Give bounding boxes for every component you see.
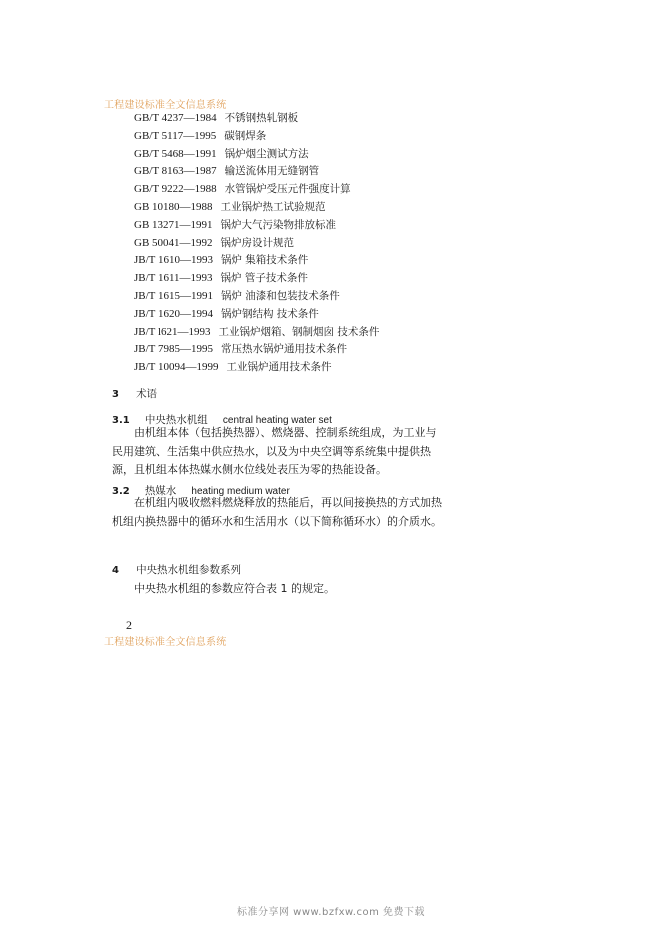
reference-item	[134, 216, 379, 234]
footer-site-link[interactable]: 标准分享网 www.bzfxw.com 免费下载	[237, 907, 425, 918]
reference-code: JB/T l621—1993	[134, 325, 211, 338]
reference-title: 输送流体用无缝钢管	[224, 165, 320, 178]
term-3-1-definition: 由机组本体（包括换热器）、燃烧器、控制系统组成，为工业与民用建筑、生活集中供应热水，以及为中央空调等系统集中提供热源，且机组本体热媒水侧水位线处表压为零的热能设备。	[112, 426, 437, 476]
term-name-zh: 中央热水机组	[144, 414, 208, 426]
reference-code: JB/T 1615—1991	[134, 289, 213, 302]
reference-code: GB/T 8163—1987	[134, 165, 217, 178]
reference-title: 不锈钢热轧钢板	[224, 112, 299, 124]
reference-code: GB 10180—1988	[134, 200, 213, 213]
reference-code: GB 13271—1991	[134, 218, 213, 231]
section-title: 术语	[136, 388, 158, 400]
reference-item	[134, 269, 379, 287]
reference-code: JB/T 10094—1999	[134, 361, 219, 374]
term-number: 3.1	[112, 415, 130, 426]
reference-title: 锅炉 集箱技术条件	[220, 254, 309, 267]
reference-code: GB 50041—1992	[134, 236, 213, 249]
reference-title: 锅炉房设计规范	[220, 236, 295, 249]
section-4-heading	[112, 558, 241, 577]
reference-code: GB/T 9222—1988	[134, 183, 217, 196]
reference-title: 工业锅炉烟箱、钢制烟囱 技术条件	[218, 325, 380, 338]
reference-item	[134, 340, 379, 358]
reference-title: 锅炉 管子技术条件	[220, 272, 308, 285]
reference-item	[134, 358, 379, 376]
section-3-heading	[112, 382, 157, 401]
reference-item	[134, 305, 379, 323]
reference-item	[134, 198, 379, 216]
reference-code: GB/T 4237—1984	[134, 112, 217, 124]
reference-title: 工业锅炉热工试验规范	[220, 200, 326, 213]
reference-title: 常压热水锅炉通用技术条件	[220, 343, 347, 356]
reference-item	[134, 180, 379, 198]
reference-title: 工业锅炉通用技术条件	[226, 361, 332, 374]
reference-item	[134, 234, 379, 252]
reference-item	[134, 287, 379, 305]
watermark-top: 工程建设标准全文信息系统	[104, 100, 227, 111]
reference-item	[134, 162, 379, 180]
normative-references-list	[134, 109, 379, 376]
reference-item	[134, 323, 379, 341]
term-name-en: heating medium water	[191, 486, 290, 497]
reference-code: GB/T 5468—1991	[134, 147, 217, 160]
term-3-2-definition: 在机组内吸收燃料燃烧释放的热能后，再以间接换热的方式加热机组内换热器中的循环水和生活用水（以下简称循环水）的介质水。	[112, 496, 442, 528]
reference-title: 锅炉钢结构 技术条件	[220, 307, 319, 320]
reference-title: 碳钢焊条	[224, 129, 267, 142]
reference-title: 锅炉 油漆和包装技术条件	[220, 289, 340, 302]
section-title: 中央热水机组参数系列	[136, 564, 242, 576]
section-number: 4	[112, 565, 119, 576]
term-name-zh: 热媒水	[144, 485, 177, 497]
reference-title: 锅炉大气污染物排放标准	[220, 218, 337, 231]
reference-code: JB/T 7985—1995	[134, 343, 213, 356]
page-number: 2	[126, 618, 132, 632]
reference-item	[134, 127, 379, 145]
watermark-bottom: 工程建设标准全文信息系统	[104, 637, 227, 648]
reference-item	[134, 251, 379, 269]
reference-title: 锅炉烟尘测试方法	[224, 147, 309, 160]
reference-code: JB/T 1611—1993	[134, 272, 213, 285]
reference-code: JB/T 1610—1993	[134, 254, 213, 267]
section-4-body: 中央热水机组的参数应符合表 1 的规定。	[134, 582, 335, 595]
section-number: 3	[112, 389, 119, 400]
reference-item	[134, 145, 379, 163]
reference-code: GB/T 5117—1995	[134, 129, 217, 142]
reference-title: 水管锅炉受压元件强度计算	[224, 183, 351, 196]
reference-code: JB/T 1620—1994	[134, 307, 213, 320]
term-number: 3.2	[112, 486, 130, 497]
term-name-en: central heating water set	[222, 415, 332, 426]
reference-item	[134, 109, 379, 127]
